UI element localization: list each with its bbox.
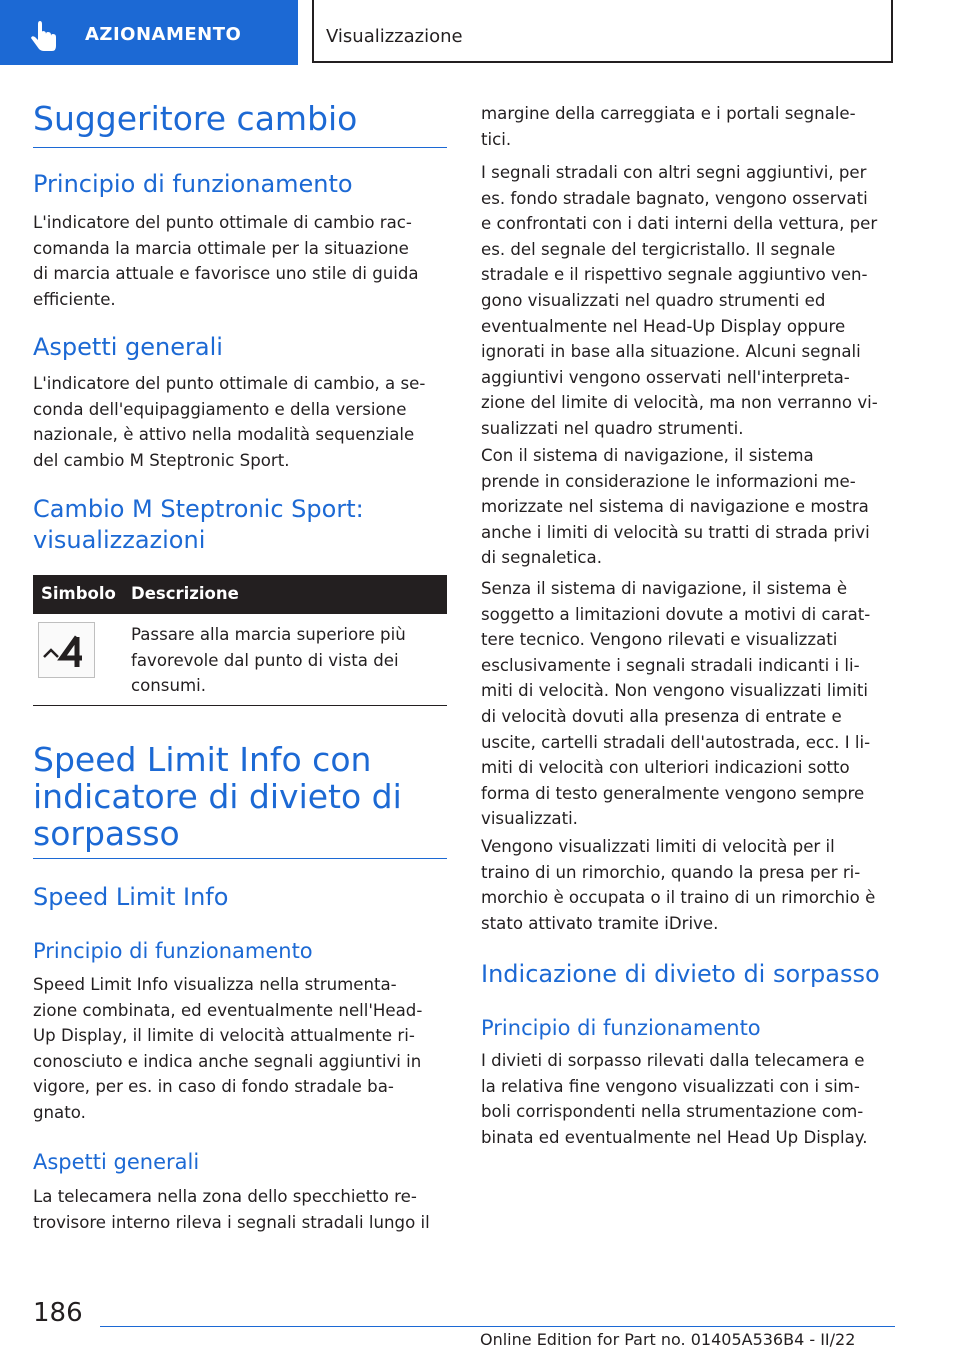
text-line: la relativa fine vengono visualizzati con i sim- [481,1076,860,1096]
text-line: eventualmente nel Head-Up Display oppure [481,316,846,336]
text-line: boli corrispondenti nella strumentazione com- [481,1102,864,1122]
text-line: stato attivato tramite iDrive. [481,913,719,933]
text-line: vigore, per es. in caso di fondo stradale ba- [33,1077,394,1097]
text-line: Vengono visualizzati limiti di velocità per il [481,837,835,856]
text-line: e confrontati con i dati interni della vettura, per [481,214,878,234]
column-header-description: Descrizione [131,584,239,603]
paragraph [481,443,901,571]
edition-note: Online Edition for Part no. 01405A536B4 - II/22 [480,1330,856,1349]
text-line: sualizzati nel quadro strumenti. [481,418,744,438]
text-line: stradale e il rispettivo segnale aggiuntivo ven- [481,265,868,285]
text-line: traino di un rimorchio, quando la presa per ri- [481,862,861,882]
paragraph [33,1184,453,1235]
sub-heading: Speed Limit Info [33,883,229,911]
text-line: miti di velocità con ulteriori indicazioni sotto [481,758,850,778]
topic-label: Visualizzazione [326,26,463,47]
text-line: Senza il sistema di navigazione, il sistema è [481,579,848,598]
paragraph [481,101,901,152]
table-bottom-rule [33,705,447,706]
text-line: Passare alla marcia superiore più [131,625,406,644]
text-line: La telecamera nella zona dello specchietto re- [33,1187,417,1206]
text-line: di velocità dovuti alla presenza di entrate e [481,706,842,726]
text-line: trovisore interno rileva i segnali stradali lungo il [33,1212,430,1232]
heading-line: indicatore di divieto di [33,777,402,816]
section-tab[interactable] [0,0,298,65]
footer-divider [100,1326,895,1327]
section-heading: Principio di funzionamento [33,939,313,963]
table-header [33,575,447,614]
page-number: 186 [33,1298,83,1328]
paragraph [481,160,901,442]
text-line: tici. [481,129,512,149]
text-line: soggetto a limitazioni dovute a motivi di carat- [481,604,871,624]
topic-tab[interactable] [312,0,893,63]
section-heading: Principio di funzionamento [33,170,353,198]
table-cell-description [131,622,451,699]
page-title: Suggeritore cambio [33,99,358,138]
text-line: zione del limite di velocità, ma non verranno vi- [481,393,878,413]
text-line: conda dell'equipaggiamento e della versione [33,399,407,419]
section-heading [33,494,364,556]
paragraph [33,371,453,473]
paragraph [481,1048,901,1150]
text-line: miti di velocità. Non vengono visualizzati limiti [481,681,868,701]
text-line: I divieti di sorpasso rilevati dalla telecamera e [481,1051,865,1070]
text-line: Speed Limit Info visualizza nella strumenta- [33,975,397,994]
text-line: uscite, cartelli stradali dell'autostrada, ecc. I li- [481,732,871,752]
text-line: esclusivamente i segnali stradali indicanti i li- [481,655,860,675]
heading-line: Speed Limit Info con [33,740,372,779]
text-line: comanda la marcia ottimale per la situazione [33,238,409,258]
text-line: Up Display, il limite di velocità attualmente ri- [33,1026,415,1046]
title-divider [33,147,447,148]
heading-line: Cambio M Steptronic Sport: [33,495,364,523]
column-header-symbol: Simbolo [41,584,116,603]
text-line: gnato. [33,1102,86,1122]
chapter-title [33,741,402,852]
text-line: di segnaletica. [481,548,602,568]
text-line: nazionale, è attivo nella modalità sequenziale [33,425,415,445]
paragraph [33,972,453,1126]
text-line: efficiente. [33,289,116,309]
heading-line: sorpasso [33,814,180,853]
section-heading: Aspetti generali [33,1150,200,1174]
text-line: es. del segnale del tergicristallo. Il segnale [481,239,836,259]
section-label: AZIONAMENTO [85,24,242,45]
section-heading: Aspetti generali [33,333,223,361]
text-line: morchio è occupata o il traino di un rimorchio è [481,888,876,908]
text-line: zione combinata, ed eventualmente nell'Head- [33,1000,423,1020]
text-line: aggiuntivi vengono osservati nell'interpreta- [481,367,850,387]
text-line: visualizzati. [481,809,578,829]
chapter-divider [33,858,447,859]
text-line: di marcia attuale e favorisce uno stile di guida [33,264,419,284]
text-line: L'indicatore del punto ottimale di cambio, a se- [33,374,426,393]
text-line: consumi. [131,676,207,696]
paragraph [481,576,901,832]
text-line: gono visualizzati nel quadro strumenti ed [481,290,826,310]
text-line: anche i limiti di velocità su tratti di strada privi [481,522,870,542]
section-heading: Indicazione di divieto di sorpasso [481,960,880,988]
heading-line: visualizzazioni [33,526,206,554]
text-line: es. fondo stradale bagnato, vengono osservati [481,188,868,208]
text-line: morizzate nel sistema di navigazione e mostra [481,497,869,517]
text-line: ignorati in base alla situazione. Alcuni segnali [481,342,861,362]
text-line: del cambio M Steptronic Sport. [33,450,290,470]
text-line: forma di testo generalmente vengono sempre [481,783,865,803]
paragraph [33,210,453,312]
text-line: favorevole dal punto di vista dei [131,650,399,670]
hand-pointer-icon [28,20,62,54]
text-line: binata ed eventualmente nel Head Up Display. [481,1127,868,1147]
text-line: margine della carreggiata e i portali segnale- [481,104,856,123]
text-line: I segnali stradali con altri segni aggiuntivi, per [481,163,867,182]
text-line: prende in considerazione le informazioni me- [481,471,856,491]
text-line: Con il sistema di navigazione, il sistema [481,446,814,465]
text-line: tere tecnico. Vengono rilevati e visualizzati [481,630,838,650]
text-line: conosciuto e indica anche segnali aggiuntivi in [33,1051,422,1071]
text-line: L'indicatore del punto ottimale di cambio rac- [33,213,412,232]
paragraph [481,834,901,936]
upshift-gear-icon [38,622,95,678]
section-heading: Principio di funzionamento [481,1016,761,1040]
